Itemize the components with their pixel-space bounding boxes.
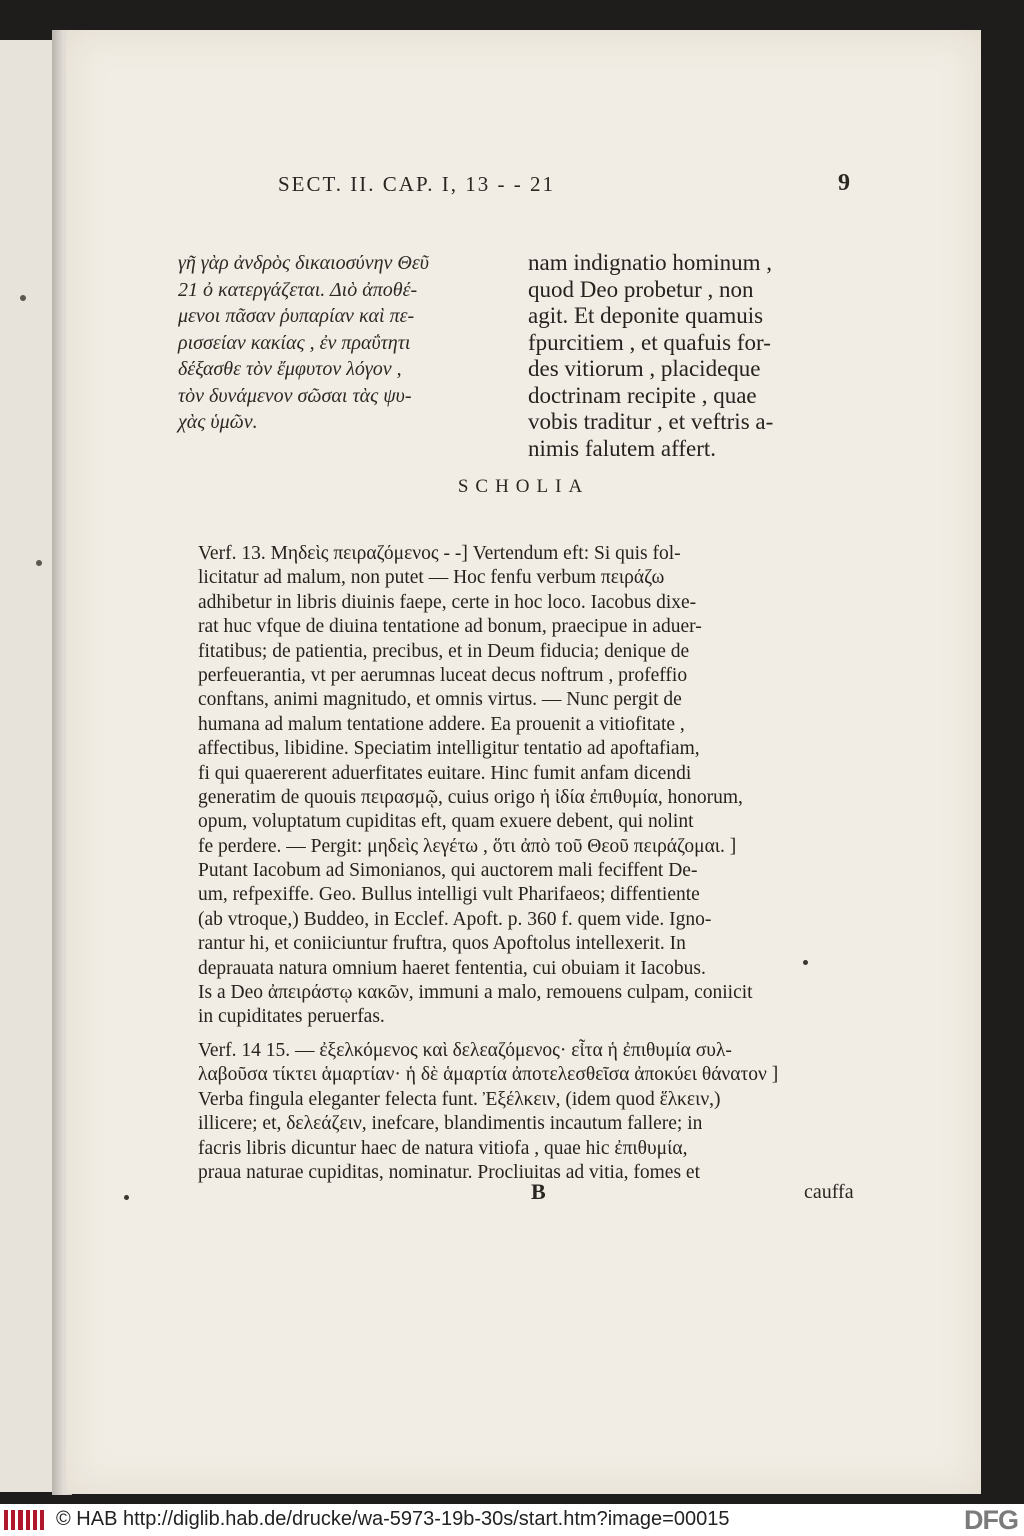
greek-line: ρισσείαν κακίας , ἐν πραΰτητι xyxy=(178,331,411,354)
text-line: praua naturae cupiditas, nominatur. Procliuitas ad vitia, fomes et xyxy=(198,1161,700,1183)
running-head-text: SECT. II. CAP. I, 13 - - 21 xyxy=(278,172,556,196)
copyright-url: © HAB http://diglib.hab.de/drucke/wa-5973-19b-30s/start.htm?image=00015 xyxy=(56,1508,730,1530)
greek-line: μενοι πᾶσαν ῥυπαρίαν καὶ πε- xyxy=(178,305,415,327)
latin-line: fpurcitiem , et quafuis for- xyxy=(528,329,771,355)
text-line: conftans, animi magnitudo, et omnis virtus. — Nunc pergit de xyxy=(198,689,682,711)
greek-line: γῆ γὰρ ἀνδρὸς δικαιοσύνην Θεῦ xyxy=(178,252,429,274)
text-line: licitatur ad malum, non putet — Hoc fenfu verbum πειράζω xyxy=(198,567,665,589)
hab-logo-icon xyxy=(4,1510,44,1530)
text-line: opum, voluptatum cupiditas eft, quam exuere debent, qui nolint xyxy=(198,811,694,833)
scholia-paragraph-1 xyxy=(198,542,858,1030)
text-line: fi qui quaererent aduerfitates euitare. Hinc fumit anfam dicendi xyxy=(198,762,692,784)
text-line: perfeuerantia, vt per aerumnas luceat decus noftrum , profeffio xyxy=(198,664,688,686)
viewer-footer xyxy=(0,1504,1024,1536)
ink-dot xyxy=(803,960,808,965)
margin-mark xyxy=(36,560,42,566)
latin-line: des vitiorum , placideque xyxy=(528,356,761,381)
text-line: Verba fingula eleganter felecta funt. Ἐξέλκειν, (idem quod ἕλκειν,) xyxy=(198,1088,721,1110)
text-line: humana ad malum tentatione addere. Ea prouenit a vitiofitate , xyxy=(198,713,685,735)
ink-dot xyxy=(124,1195,129,1200)
text-line: affectibus, libidine. Speciatim intelligitur tentatio ad apoftafiam, xyxy=(198,738,700,760)
text-line: fe perdere. — Pergit: μηδεὶς λεγέτω , ὅτι ἀπὸ τοῦ Θεοῦ πειράζομαι. ] xyxy=(198,835,737,857)
text-line: illicere; et, δελεάζειν, inefcare, blandimentis incautum fallere; in xyxy=(198,1113,703,1135)
text-line: Is a Deo ἀπειράστῳ κακῶν, immuni a malo, remouens culpam, coniicit xyxy=(198,982,753,1004)
scholia-paragraph-2 xyxy=(198,1039,858,1185)
latin-line: quod Deo probetur , non xyxy=(528,276,754,302)
page-number: 9 xyxy=(838,170,852,196)
dfg-logo: DFG xyxy=(964,1505,1018,1535)
text-line: deprauata natura omnium haeret fententia, cui obuiam it Iacobus. xyxy=(198,957,706,979)
scholia-heading: SCHOLIA xyxy=(457,476,590,497)
text-line: Verf. 13. Μηδεὶς πειραζόμενος - -] Vertendum eft: Si quis fol- xyxy=(198,543,681,564)
text-line: facris libris dicuntur haec de natura vitiofa , quae hic ἐπιθυμία, xyxy=(198,1137,688,1159)
catchword: cauffa xyxy=(804,1181,854,1203)
latin-text-column xyxy=(528,250,858,462)
running-head xyxy=(278,170,852,197)
text-line: adhibetur in libris diuinis faepe, certe in hoc loco. Iacobus dixe- xyxy=(198,591,697,613)
latin-line: nam indignatio hominum , xyxy=(528,250,773,275)
greek-text-column xyxy=(178,250,520,436)
latin-line: vobis traditur , et veftris a- xyxy=(528,409,774,434)
text-line: Verf. 14 15. — ἐξελκόμενος καὶ δελεαζόμενος· εἶτα ἡ ἐπιθυμία συλ- xyxy=(198,1040,732,1061)
greek-line: χὰς ὑμῶν. xyxy=(178,411,258,433)
text-line: Putant Iacobum ad Simonianos, qui auctorem mali feciffent De- xyxy=(198,860,698,882)
margin-mark xyxy=(20,295,26,301)
text-line: generatim de quouis πειρασμῷ, cuius origo ἡ ἰδία ἐπιθυμία, honorum, xyxy=(198,786,743,808)
greek-line: τὸν δυνάμενον σῶσαι τὰς ψυ- xyxy=(178,384,412,407)
text-line: in cupiditates peruerfas. xyxy=(198,1006,385,1028)
greek-line: δέξασθε τὸν ἔμφυτον λόγον , xyxy=(178,358,402,380)
text-line: rat huc vfque de diuina tentatione ad bonum, praecipue in aduer- xyxy=(198,616,702,638)
latin-line: doctrinam recipite , quae xyxy=(528,382,757,408)
text-line: fitatibus; de patientia, precibus, et in Deum fiducia; denique de xyxy=(198,640,690,662)
greek-line: 21 ὀ κατεργάζεται. Διὸ ἀποθέ- xyxy=(178,278,418,301)
text-line: um, refpexiffe. Geo. Bullus intelligi vult Pharifaeos; diffentiente xyxy=(198,884,700,906)
signature-mark: B xyxy=(531,1179,546,1204)
latin-line: agit. Et deponite quamuis xyxy=(528,303,764,328)
latin-line: nimis falutem affert. xyxy=(528,435,716,461)
text-line: rantur hi, et coniiciuntur fruftra, quos Apoftolus intellexerit. In xyxy=(198,933,686,955)
previous-page-edge xyxy=(0,40,54,1492)
book-page xyxy=(66,30,981,1494)
text-line: (ab vtroque,) Buddeo, in Ecclef. Apoft. p. 360 f. quem vide. Igno- xyxy=(198,908,712,930)
text-line: λαβοῦσα τίκτει ἁμαρτίαν· ἡ δὲ ἁμαρτία ἀποτελεσθεῖσα ἀποκύει θάνατον ] xyxy=(198,1064,779,1086)
